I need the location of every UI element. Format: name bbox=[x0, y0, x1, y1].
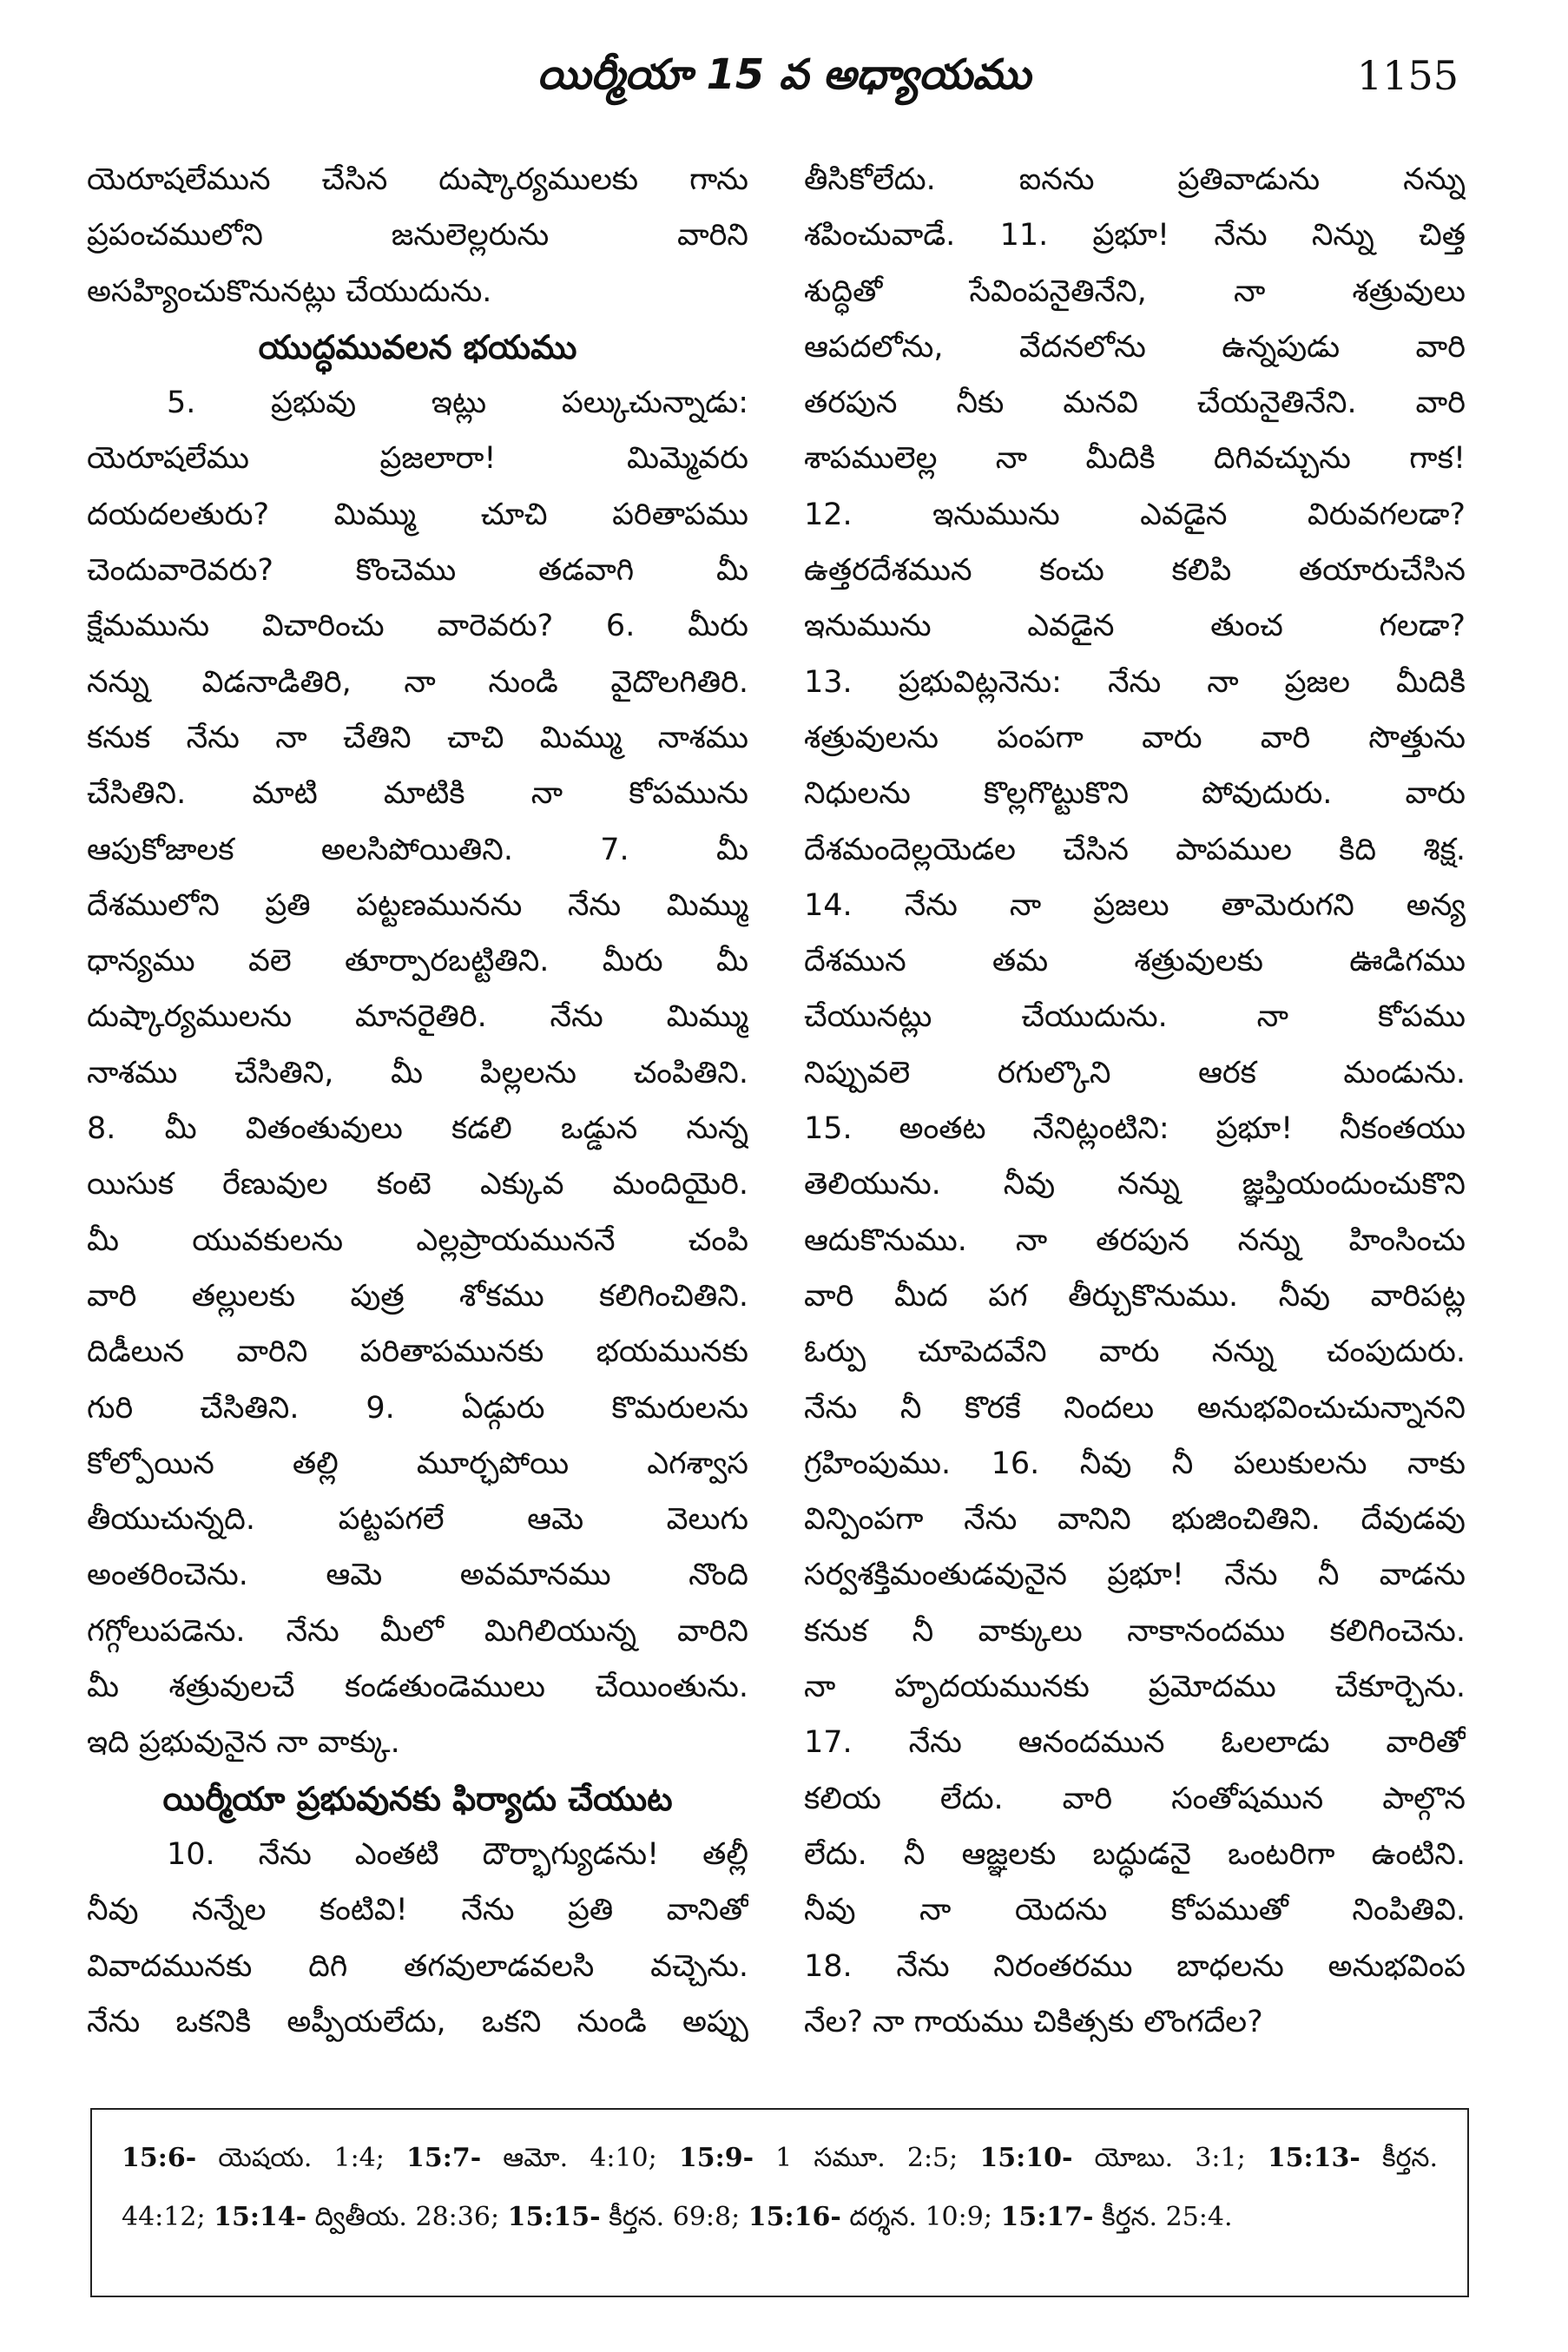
text-line: ఇది ప్రభువునైన నా వాక్కు. bbox=[87, 1725, 400, 1761]
text-line: చేయునట్లు చేయుదును. నా కోపము bbox=[804, 999, 1466, 1035]
verse-reference: 15:6- bbox=[122, 2143, 197, 2173]
text-line: దేశమున తమ శత్రువులకు ఊడిగము bbox=[804, 944, 1466, 979]
text-line: 17. నేను ఆనందమున ఓలలాడు వారితో bbox=[804, 1725, 1466, 1761]
text-line: 14. నేను నా ప్రజలు తామెరుగని అన్య bbox=[804, 887, 1466, 923]
verse-reference: 15:13- bbox=[1267, 2143, 1360, 2173]
text-line: తెలియును. నీవు నన్ను జ్ఞప్తియందుంచుకొని bbox=[804, 1167, 1466, 1202]
reference-target: కీర్తన. 25:4. bbox=[1093, 2202, 1233, 2232]
text-line: ఆపుకోజాలక అలసిపోయితిని. 7. మీ bbox=[87, 832, 748, 867]
text-line: దిడీలున వారిని పరితాపమునకు భయమునకు bbox=[87, 1334, 748, 1370]
text-line: కలియ లేదు. వారి సంతోషమున పాల్గొన bbox=[804, 1781, 1466, 1816]
verse-reference: 15:9- bbox=[678, 2143, 754, 2173]
text-line: యిసుక రేణువుల కంటె ఎక్కువ మందియైరి. bbox=[87, 1167, 748, 1202]
text-line: తీసికోలేదు. ఐనను ప్రతివాడును నన్ను bbox=[804, 162, 1466, 197]
text-line: అసహ్యించుకొనునట్లు చేయుదును. bbox=[87, 273, 492, 309]
text-line: కనుక నీ వాక్కులు నాకానందము కలిగించెను. bbox=[804, 1613, 1466, 1649]
reference-target: 44:12; bbox=[122, 2202, 214, 2232]
text-line: మీ శత్రువులచే కండతుండెములు చేయింతును. bbox=[87, 1670, 748, 1705]
text-line: నన్ను విడనాడితిరి, నా నుండి వైదొలగితిరి. bbox=[87, 664, 748, 700]
reference-target: దర్శన. 10:9; bbox=[840, 2202, 1001, 2232]
text-line: శుద్ధితో సేవింపనైతినేని, నా శత్రువులు bbox=[804, 273, 1466, 309]
text-line: వారి తల్లులకు పుత్ర శోకము కలిగించితిని. bbox=[87, 1278, 748, 1314]
text-line: విన్పింపగా నేను వానిని భుజించితిని. దేవుడవు bbox=[804, 1502, 1466, 1538]
chapter-title: యిర్మీయా 15 వ అధ్యాయము bbox=[537, 50, 1031, 99]
reference-target: ద్వితీయ. 28:36; bbox=[306, 2202, 508, 2232]
text-line: ఆపదలోను, వేదనలోను ఉన్నపుడు వారి bbox=[804, 329, 1466, 365]
text-line: గగ్గోలుపడెను. నేను మీలో మిగిలియున్న వారిని bbox=[87, 1613, 748, 1649]
reference-target: 1 సమూ. 2:5; bbox=[754, 2143, 980, 2173]
text-line: నీవు నా యెదను కోపముతో నింపితివి. bbox=[804, 1893, 1466, 1928]
text-line: నిప్పువలె రగుల్కొని ఆరక మండును. bbox=[804, 1055, 1466, 1090]
text-line: యెరూషలేము ప్రజలారా! మిమ్మెవరు bbox=[87, 441, 748, 477]
text-line: చేసితిని. మాటి మాటికి నా కోపమును bbox=[87, 776, 748, 812]
section-heading: యుద్ధమువలన భయము bbox=[258, 327, 577, 366]
text-line: తరపున నీకు మనవి చేయనైతినేని. వారి bbox=[804, 385, 1466, 421]
cross-reference-line bbox=[122, 2188, 1438, 2247]
text-line: నాశము చేసితిని, మీ పిల్లలను చంపితిని. bbox=[87, 1055, 748, 1090]
section-heading: యిర్మీయా ప్రభువునకు ఫిర్యాదు చేయుట bbox=[162, 1779, 673, 1818]
reference-target: కీర్తన. 69:8; bbox=[600, 2202, 748, 2232]
verse-reference: 15:14- bbox=[214, 2202, 307, 2232]
reference-target: యోబు. 3:1; bbox=[1072, 2143, 1268, 2173]
left-text-column bbox=[87, 152, 748, 2123]
text-line: శాపములెల్ల నా మీదికి దిగివచ్చును గాక! bbox=[804, 441, 1466, 477]
text-line: 10. నేను ఎంతటి దౌర్భాగ్యుడను! తల్లీ bbox=[167, 1836, 748, 1872]
reference-target: యెషయ. 1:4; bbox=[196, 2143, 407, 2173]
text-line: నిధులను కొల్లగొట్టుకొని పోవుదురు. వారు bbox=[804, 776, 1466, 812]
text-line: 15. అంతట నేనిట్లంటిని: ప్రభూ! నీకంతయు bbox=[804, 1111, 1466, 1147]
text-line: 5. ప్రభువు ఇట్లు పల్కుచున్నాడు: bbox=[167, 385, 748, 421]
text-line: నీవు నన్నేల కంటివి! నేను ప్రతి వానితో bbox=[87, 1893, 748, 1928]
text-line: తీయుచున్నది. పట్టపగలే ఆమె వెలుగు bbox=[87, 1502, 748, 1538]
text-line: దుష్కార్యములను మానరైతిరి. నేను మిమ్ము bbox=[87, 999, 748, 1035]
cross-reference-line bbox=[122, 2129, 1438, 2188]
text-line: గ్రహింపుము. 16. నీవు నీ పలుకులను నాకు bbox=[804, 1446, 1466, 1481]
text-line: శత్రువులను పంపగా వారు వారి సొత్తును bbox=[804, 720, 1466, 755]
verse-reference: 15:16- bbox=[748, 2202, 841, 2232]
verse-reference: 15:10- bbox=[979, 2143, 1073, 2173]
text-line: సర్వశక్తిమంతుడవునైన ప్రభూ! నేను నీ వాడను bbox=[804, 1558, 1466, 1593]
text-line: నేల? నా గాయము చికిత్సకు లొంగదేల? bbox=[804, 2004, 1263, 2039]
text-line: గురి చేసితిని. 9. ఏడ్గురు కొమరులను bbox=[87, 1390, 748, 1426]
text-line: యెరూషలేమున చేసిన దుష్కార్యములకు గాను bbox=[87, 162, 748, 197]
text-line: నేను నీ కొరకే నిందలు అనుభవించుచున్నానని bbox=[804, 1390, 1466, 1426]
text-line: క్షేమమును విచారించు వారెవరు? 6. మీరు bbox=[87, 609, 748, 644]
text-line: దేశములోని ప్రతి పట్టణమునను నేను మిమ్ము bbox=[87, 887, 748, 923]
text-line: లేదు. నీ ఆజ్ఞలకు బద్ధుడనై ఒంటరిగా ఉంటిని. bbox=[804, 1836, 1466, 1872]
reference-target: ఆమో. 4:10; bbox=[481, 2143, 679, 2173]
text-line: చెందువారెవరు? కొంచెము తడవాగి మీ bbox=[87, 553, 748, 589]
text-line: ఇనుమును ఎవడైన తుంచ గలడా? bbox=[804, 609, 1466, 644]
text-line: 12. ఇనుమును ఎవడైన విరువగలడా? bbox=[804, 497, 1466, 532]
text-line: 8. మీ వితంతువులు కడలి ఒడ్డున నున్న bbox=[87, 1111, 748, 1147]
text-line: కోల్పోయిన తల్లి మూర్ఛపోయి ఎగశ్వాస bbox=[87, 1446, 748, 1481]
text-line: దేశమందెల్లయెడల చేసిన పాపముల కిది శిక్ష. bbox=[804, 832, 1466, 867]
text-line: నేను ఒకనికి అప్పీయలేదు, ఒకని నుండి అప్పు bbox=[87, 2004, 748, 2039]
text-line: ప్రపంచములోని జనులెల్లరును వారిని bbox=[87, 218, 748, 254]
page-number: 1155 bbox=[1356, 52, 1459, 99]
text-line: 18. నేను నిరంతరము బాధలను అనుభవింప bbox=[804, 1948, 1466, 1984]
reference-target: కీర్తన. bbox=[1360, 2143, 1438, 2173]
text-line: మీ యువకులను ఎల్లప్రాయముననే చంపి bbox=[87, 1222, 748, 1258]
text-line: ఉత్తరదేశమున కంచు కలిపి తయారుచేసిన bbox=[804, 553, 1466, 589]
verse-reference: 15:7- bbox=[406, 2143, 482, 2173]
cross-reference-box bbox=[90, 2108, 1469, 2297]
text-line: శపించువాడే. 11. ప్రభూ! నేను నిన్ను చిత్త bbox=[804, 218, 1466, 254]
right-text-column bbox=[804, 152, 1466, 2123]
text-line: 13. ప్రభువిట్లనెను: నేను నా ప్రజల మీదికి bbox=[804, 664, 1466, 700]
text-line: వారి మీద పగ తీర్చుకొనుము. నీవు వారిపట్ల bbox=[804, 1278, 1466, 1314]
verse-reference: 15:17- bbox=[1000, 2202, 1094, 2232]
text-line: కనుక నేను నా చేతిని చాచి మిమ్ము నాశము bbox=[87, 720, 748, 755]
text-line: ఆదుకొనుము. నా తరపున నన్ను హింసించు bbox=[804, 1222, 1466, 1258]
verse-reference: 15:15- bbox=[507, 2202, 601, 2232]
text-line: ధాన్యము వలె తూర్పారబట్టితిని. మీరు మీ bbox=[87, 944, 748, 979]
text-line: దయదలతురు? మిమ్ము చూచి పరితాపము bbox=[87, 497, 748, 532]
page-header bbox=[0, 35, 1568, 130]
text-line: ఓర్పు చూపెదవేని వారు నన్ను చంపుదురు. bbox=[804, 1334, 1466, 1370]
text-line: నా హృదయమునకు ప్రమోదము చేకూర్చెను. bbox=[804, 1670, 1466, 1705]
text-line: వివాదమునకు దిగి తగవులాడవలసి వచ్చెను. bbox=[87, 1948, 748, 1984]
text-line: అంతరించెను. ఆమె అవమానము నొంది bbox=[87, 1558, 748, 1593]
